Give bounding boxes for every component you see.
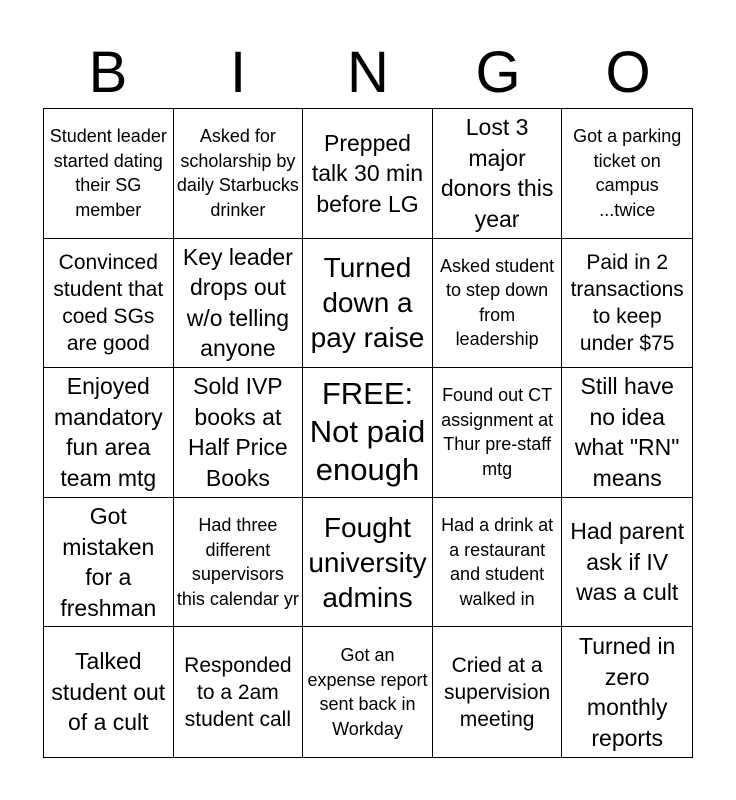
bingo-cell-r4-c3[interactable] [303,498,433,628]
cell-text: Talked student out of a cult [51,648,166,736]
header-letter-i: I [229,40,247,105]
bingo-cell-r4-c4[interactable] [433,498,563,628]
bingo-cell-r1-c2[interactable] [174,109,304,239]
bingo-cell-r1-c1[interactable] [44,109,174,239]
bingo-cell-r2-c2[interactable] [174,239,304,369]
cell-text: Found out CT assignment at Thur pre-staff mtg [441,385,554,479]
bingo-cell-r5-c4[interactable] [433,627,563,757]
header-letter-n: N [347,40,389,105]
bingo-cell-r1-c3[interactable] [303,109,433,239]
bingo-cell-r5-c5[interactable] [562,627,692,757]
cell-text: Still have no idea what "RN" means [574,373,680,491]
bingo-cell-r5-c2[interactable] [174,627,304,757]
cell-text: Had parent ask if IV was a cult [570,518,685,606]
bingo-cell-r5-c1[interactable] [44,627,174,757]
bingo-cell-r1-c5[interactable] [562,109,692,239]
cell-text: Convinced student that coed SGs are good [53,250,164,355]
bingo-cell-r1-c4[interactable] [433,109,563,239]
cell-text: Student leader started dating their SG member [49,126,167,220]
cell-text: Got an expense report sent back in Workday [307,645,428,739]
bingo-cell-r2-c5[interactable] [562,239,692,369]
header-letter-o: O [605,40,651,105]
cell-text: Responded to a 2am student call [184,653,292,731]
cell-text: Asked for scholarship by daily Starbucks drinker [176,126,299,220]
bingo-cell-r3-c4[interactable] [433,368,563,498]
cell-text: Got a parking ticket on campus ...twice [573,126,682,220]
cell-text: Enjoyed mandatory fun area team mtg [53,373,163,491]
bingo-cell-r2-c4[interactable] [433,239,563,369]
bingo-cell-r4-c2[interactable] [174,498,304,628]
bingo-cell-r3-c5[interactable] [562,368,692,498]
bingo-cell-r3-c1[interactable] [44,368,174,498]
bingo-cell-free-space[interactable] [303,368,433,498]
bingo-header [43,38,693,108]
cell-text: Asked student to step down from leadership [440,255,555,350]
cell-text: Prepped talk 30 min before LG [311,129,424,217]
cell-text: Sold IVP books at Half Price Books [188,373,288,491]
header-letter-b: B [88,40,128,105]
cell-text: Fought university admins [308,511,427,613]
cell-text: Cried at a supervision meeting [443,653,551,731]
header-letter-g: G [475,40,521,105]
bingo-cell-r4-c1[interactable] [44,498,174,628]
bingo-cell-r4-c5[interactable] [562,498,692,628]
cell-text: FREE: Not paid enough [309,376,426,488]
bingo-cell-r3-c2[interactable] [174,368,304,498]
cell-text: Turned down a pay raise [310,252,425,354]
bingo-board [43,108,693,758]
bingo-cell-r2-c1[interactable] [44,239,174,369]
cell-text: Key leader drops out w/o telling anyone [182,243,293,362]
cell-text: Paid in 2 transactions to keep under $75 [570,250,684,355]
bingo-cell-r2-c3[interactable] [303,239,433,369]
cell-text: Got mistaken for a freshman [60,503,157,621]
cell-text: Turned in zero monthly reports [579,633,676,751]
cell-text: Had three different supervisors this calendar yr [176,515,299,609]
cell-text: Had a drink at a restaurant and student walked in [441,515,554,609]
cell-text: Lost 3 major donors this year [440,114,554,232]
bingo-cell-r5-c3[interactable] [303,627,433,757]
